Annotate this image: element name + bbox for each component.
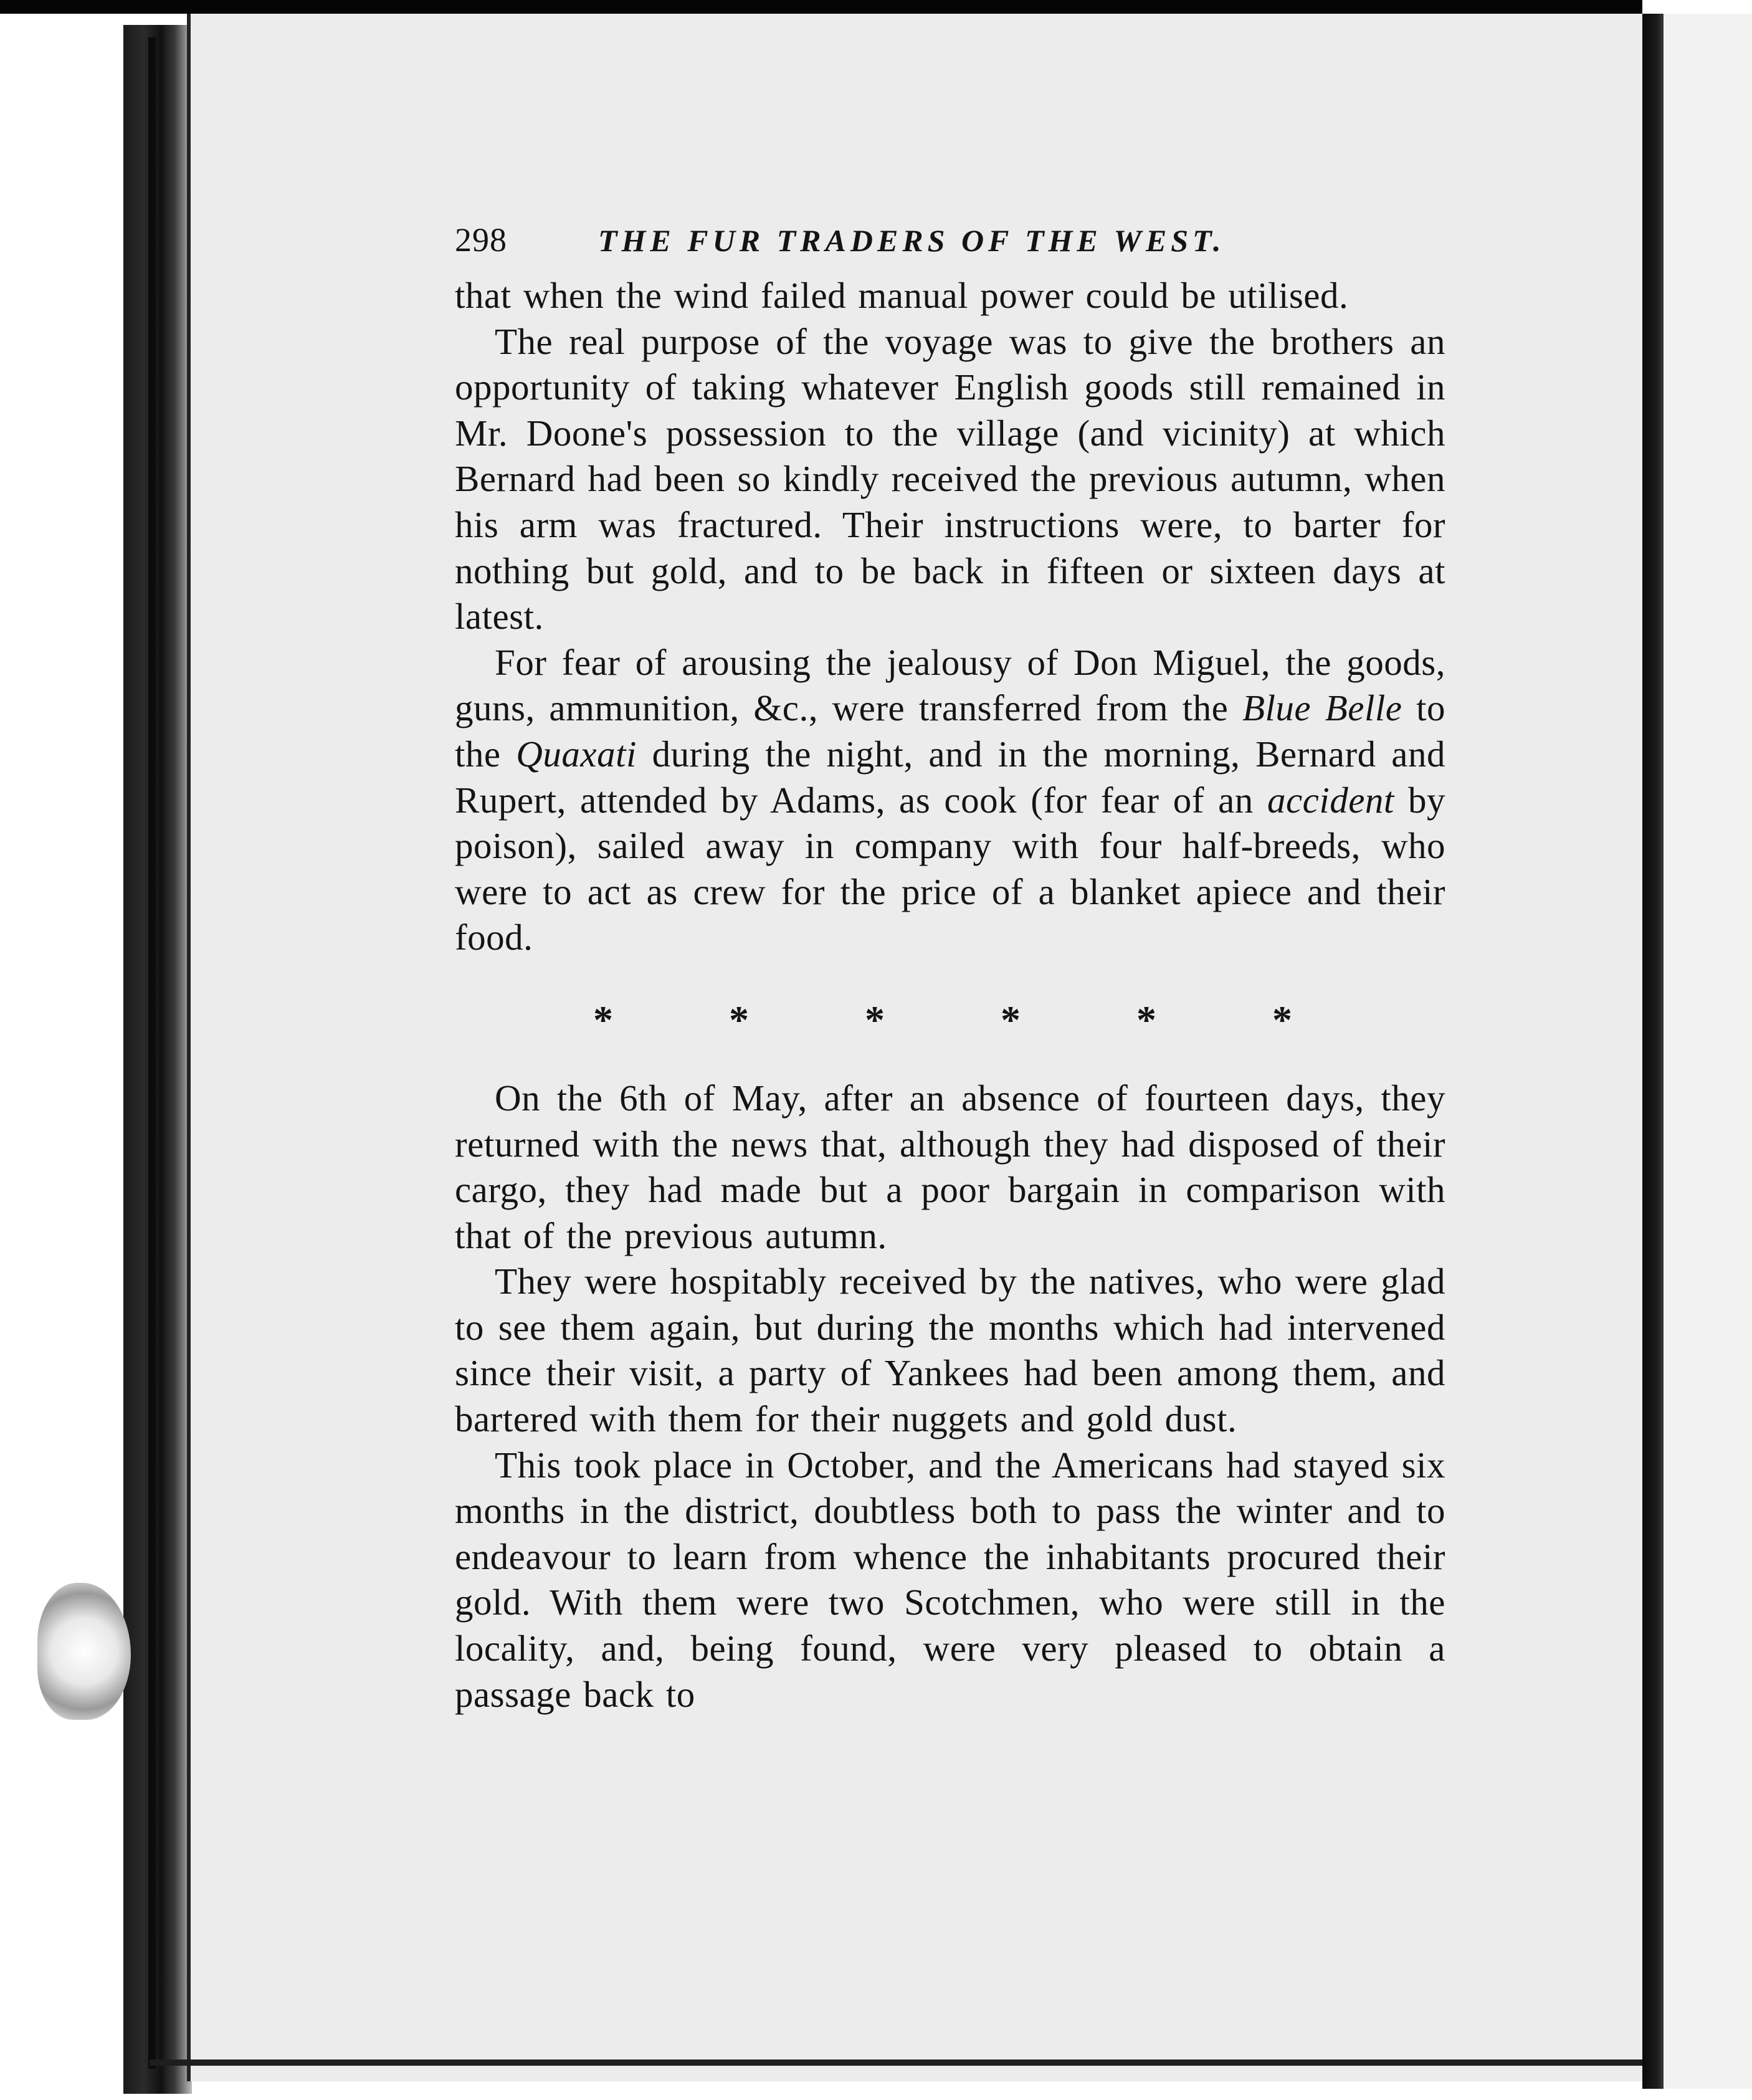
paragraph-text: by poison), sailed away in company with four half-breeds, who were to act as crew for the price of a blanket apiece and their food. — [455, 779, 1445, 958]
paragraph-americans: This took place in October, and the Americans had stayed six months in the district, doubtless both to pass the winter and to endeavour to learn from whence the inhabitants procured their gold. With them were two Scotchmen, who were still in the locality, and, being found, were very pleased to obtain a passage back to — [455, 1444, 1445, 1715]
right-binding-edge — [1642, 0, 1752, 2100]
running-title: THE FUR TRADERS OF THE WEST. — [598, 223, 1226, 258]
paragraph-text: during the night, and in the morning, Bernard and Rupert, attended by Adams, as cook (for fear of an — [455, 733, 1445, 821]
paragraph-natives: They were hospitably received by the natives, who were glad to see them again, but during the months which had intervened since their visit, a party of Yankees had been among them, and bartered with them for their nuggets and gold dust. — [455, 1261, 1445, 1440]
separator-star: * — [729, 997, 749, 1042]
emphasized-word: accident — [1267, 779, 1394, 821]
separator-star: * — [1001, 997, 1021, 1042]
paragraph-text: For fear of arousing the jealousy of Don Miguel, the goods, guns, ammunition, &c., were transferred from the — [455, 641, 1445, 729]
paragraph-voyage-purpose: The real purpose of the voyage was to give the brothers an opportunity of taking whatever English goods still remained in Mr. Doone's possession to the village (and vicinity) at which Bernard had been so kindly received the previous autumn, when his arm was fractured. Their instructions were, to barter for nothing but gold, and to be back in fifteen or sixteen days at latest. — [455, 320, 1445, 637]
page-bottom-edge — [150, 2059, 1645, 2066]
binding-line — [148, 37, 156, 2069]
text-column — [455, 212, 1445, 1717]
paragraph-text: to the — [455, 687, 1445, 775]
separator-star: * — [865, 997, 885, 1042]
left-binding-edge — [0, 0, 187, 2100]
scanner-top-border — [0, 0, 1752, 14]
section-separator — [591, 998, 1295, 1042]
ship-name-blue-belle: Blue Belle — [1242, 687, 1402, 729]
separator-star: * — [593, 997, 613, 1042]
binding-shadow — [123, 25, 192, 2094]
paragraph-return: On the 6th of May, after an absence of fourteen days, they returned with the news that, although they had disposed of their cargo, they had made but a poor bargain in comparison with that of the previous autumn. — [455, 1077, 1445, 1256]
running-head — [455, 212, 1445, 268]
paper-damage-spot — [37, 1583, 131, 1720]
ship-name-quaxati: Quaxati — [516, 733, 637, 775]
right-binding-bar — [1642, 14, 1664, 2089]
paragraph-departure — [455, 640, 1445, 961]
page-number: 298 — [455, 221, 507, 259]
next-page-sliver — [1664, 14, 1752, 2089]
separator-star: * — [1136, 997, 1156, 1042]
paragraph-continuation: that when the wind failed manual power could be utilised. — [455, 275, 1349, 316]
separator-star: * — [1272, 997, 1292, 1042]
